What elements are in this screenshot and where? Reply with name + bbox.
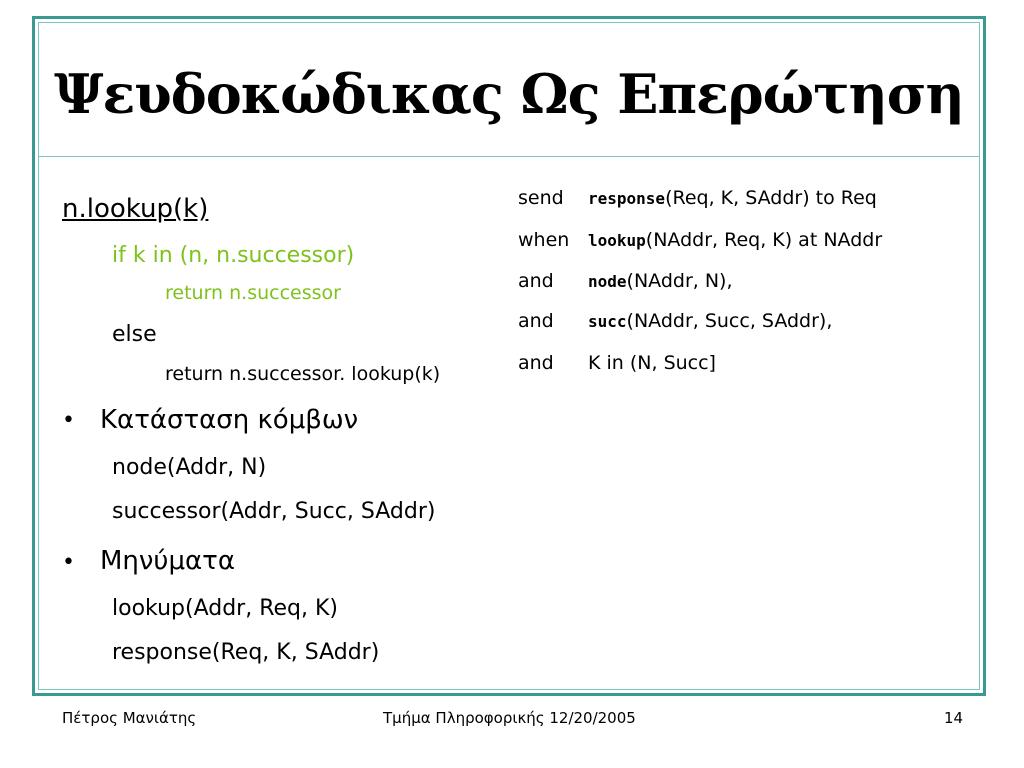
response-message-line: response(Req, K, SAddr) [112, 640, 380, 665]
footer-department-date: Τμήμα Πληροφορικής 12/20/2005 [383, 709, 636, 727]
else-line: else [112, 322, 157, 347]
footer-page-number: 14 [944, 709, 964, 727]
rule-predicate: response [588, 189, 666, 208]
rule-keyword: and [518, 270, 554, 292]
bullet-node-state: Κατάσταση κόμβων [100, 405, 359, 435]
rule-args: (Req, K, SAddr) to Req [665, 187, 877, 209]
rule-keyword: and [518, 352, 554, 374]
node-line: node(Addr, N) [112, 455, 267, 480]
lookup-heading: n.lookup(k) [62, 194, 209, 224]
rule-predicate: lookup [588, 231, 646, 250]
slide-title: Ψευδοκώδικας Ως Επερώτηση [54, 62, 964, 126]
rule-line-and-node [518, 270, 733, 292]
bullet-dot: • [62, 408, 75, 433]
rule-predicate: node [588, 272, 627, 291]
rule-keyword: and [518, 310, 554, 332]
rule-keyword: when [518, 229, 570, 251]
rule-args: (NAddr, N), [626, 270, 733, 292]
rule-line-and-range [518, 352, 716, 374]
return-successor-line: return n.successor [165, 282, 341, 304]
bullet-messages: Μηνύματα [100, 546, 235, 576]
rule-args: K in (N, Succ] [588, 352, 716, 374]
rule-args: (NAddr, Succ, SAddr), [626, 310, 833, 332]
if-line: if k in (n, n.successor) [112, 243, 355, 268]
return-lookup-line: return n.successor. lookup(k) [165, 363, 441, 385]
lookup-message-line: lookup(Addr, Req, K) [112, 596, 339, 621]
rule-args: (NAddr, Req, K) at NAddr [645, 229, 883, 251]
title-divider [38, 156, 980, 157]
rule-line-and-succ [518, 310, 832, 332]
rule-keyword: send [518, 187, 564, 209]
footer-author: Πέτρος Μανιάτης [62, 709, 197, 727]
rule-predicate: succ [588, 312, 627, 331]
rule-line-send [518, 187, 877, 209]
bullet-dot: • [62, 550, 75, 575]
rule-line-when [518, 229, 882, 251]
successor-line: successor(Addr, Succ, SAddr) [112, 499, 436, 524]
